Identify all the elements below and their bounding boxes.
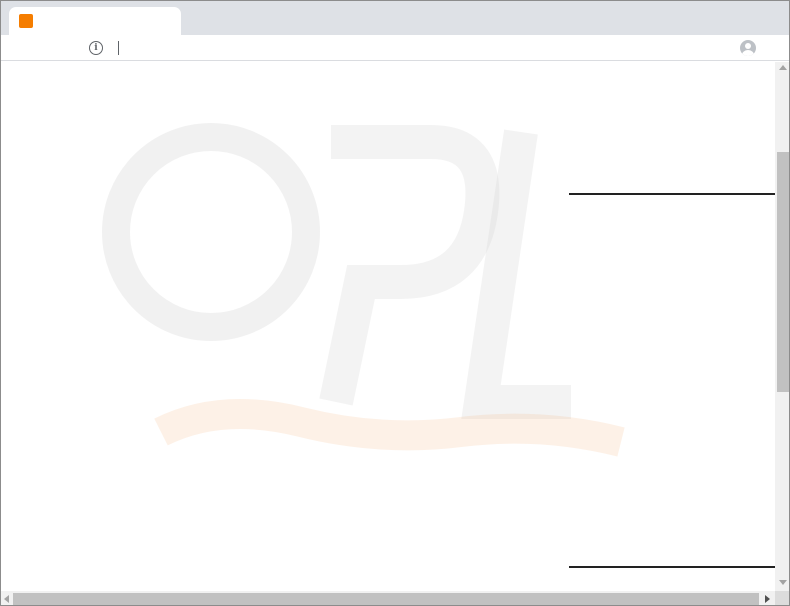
minimize-button[interactable] [691, 7, 721, 27]
text-cursor [118, 41, 119, 55]
browser-menu-button[interactable] [761, 37, 779, 59]
info-icon[interactable]: i [89, 41, 103, 55]
back-button[interactable] [9, 37, 31, 59]
horizontal-scroll-thumb[interactable] [13, 593, 759, 605]
scrollbar-corner [775, 591, 790, 606]
scroll-down-arrow-icon[interactable] [779, 580, 787, 585]
new-tab-button[interactable] [185, 10, 205, 30]
horizontal-scrollbar[interactable] [1, 591, 775, 606]
scroll-up-arrow-icon[interactable] [779, 65, 787, 70]
scroll-right-arrow-icon[interactable] [765, 595, 770, 603]
address-bar[interactable] [83, 37, 703, 59]
vertical-scrollbar[interactable] [775, 62, 790, 606]
page-viewport [1, 62, 790, 606]
active-tab[interactable] [9, 7, 181, 35]
maximize-button[interactable] [723, 7, 753, 27]
section-divider [569, 566, 775, 568]
profile-avatar[interactable] [740, 40, 756, 56]
watermark-logo [101, 102, 661, 562]
title-bar [1, 1, 790, 35]
bookmark-star-icon[interactable] [711, 37, 733, 59]
forward-button[interactable] [33, 37, 55, 59]
scroll-left-arrow-icon[interactable] [4, 595, 9, 603]
browser-toolbar [1, 35, 790, 61]
close-window-button[interactable] [755, 7, 785, 27]
vertical-scroll-thumb[interactable] [777, 152, 789, 392]
section-divider [569, 193, 775, 195]
reload-button[interactable] [57, 37, 79, 59]
blogger-icon [19, 14, 33, 28]
